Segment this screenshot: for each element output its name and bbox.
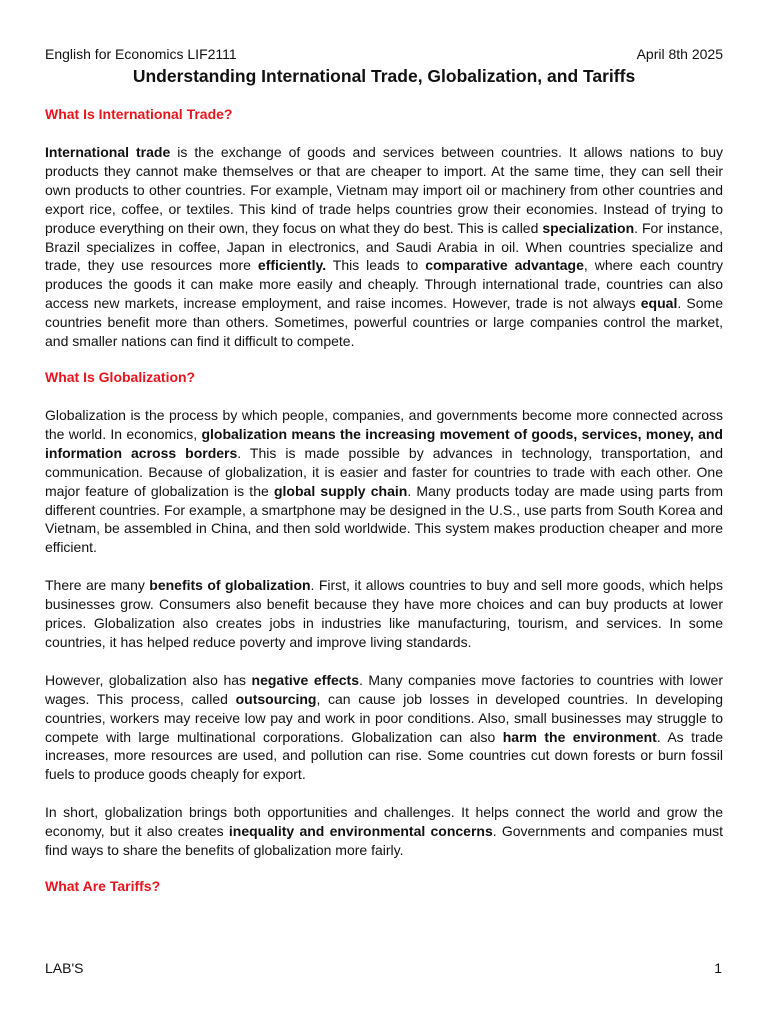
term-equal: equal — [640, 295, 678, 312]
term-outsourcing: outsourcing — [235, 690, 317, 707]
term-international-trade: International trade — [45, 144, 171, 160]
text-span: . Governments and companies must find ways to share the benefits of globalization more fairly. — [45, 823, 723, 859]
paragraph-trade — [45, 143, 723, 351]
text-span: . Many companies move factories to countries with lower wages. This process, called — [45, 671, 723, 707]
page-number: 1 — [714, 960, 722, 976]
term-specialization: specialization — [542, 219, 635, 236]
page-footer — [45, 958, 722, 978]
paragraph-globalization-negatives — [45, 671, 723, 784]
term-benefits-of-globalization: benefits of globalization — [149, 577, 311, 594]
page-title: Understanding International Trade, Globalization, and Tariffs — [132, 66, 636, 86]
text-span: , can cause job losses in developed countries. In developing countries, workers may receive low pay and work in poor conditions. Also, small businesses may struggle to compete with large multinational corporations. Globalization can also — [45, 690, 723, 745]
paragraph-globalization-benefits — [45, 576, 723, 652]
text-span: This leads to — [326, 257, 426, 274]
term-inequality-environmental: inequality and environmental concerns — [228, 823, 493, 840]
text-span: . Many products today are made using parts from different countries. For example, a smartphone may be designed in the U.S., use parts from South Korea and Vietnam, be assembled in China, and then sold worldwide. This system makes production cheaper and more efficient. — [45, 482, 723, 556]
term-harm-the-environment: harm the environment — [502, 728, 657, 745]
heading-globalization: What Is Globalization? — [45, 368, 196, 385]
text-span: . Some countries benefit more than others. Sometimes, powerful countries or large companies control the market, and smaller nations can find it difficult to compete. — [45, 295, 723, 350]
heading-international-trade: What Is International Trade? — [45, 106, 233, 122]
text-span: There are many — [45, 577, 150, 594]
paragraph-globalization-definition — [45, 406, 723, 557]
term-comparative-advantage: comparative advantage — [425, 257, 584, 274]
text-span: . This is made possible by advances in technology, transportation, and communication. Because of globalization, it is easier and faster for countries to trade with each other. One major feature of globalization is the — [45, 444, 723, 499]
term-efficiently: efficiently. — [257, 257, 327, 274]
footer-label: LAB'S — [45, 960, 84, 976]
text-span: In short, globalization brings both opportunities and challenges. It helps connect the world and grow the economy, but it also creates — [45, 804, 723, 840]
course-label: English for Economics LIF2111 — [45, 46, 237, 62]
text-span: Globalization is the process by which people, companies, and governments become more connected across the world. In economics, — [45, 406, 723, 442]
paragraph-globalization-summary — [45, 803, 723, 860]
page-header — [45, 44, 723, 64]
heading-tariffs: What Are Tariffs? — [45, 878, 161, 894]
document-page — [45, 44, 723, 896]
text-span: , where each country produces the goods it can make more easily and cheaply. Through international trade, countries can also access new markets, increase employment, and raise incomes. However, trade is not always — [45, 257, 723, 312]
text-span: . For instance, Brazil specializes in coffee, Japan in electronics, and Saudi Arabia in oil. When countries specialize and trade, they use resources more — [45, 219, 724, 274]
term-globalization-meaning: globalization means the increasing movement of goods, services, money, and information across borders — [45, 425, 723, 461]
date-label: April 8th 2025 — [636, 46, 723, 62]
text-span: is the exchange of goods and services between countries. It allows nations to buy products they cannot make themselves or that are cheaper to import. At the same time, they can sell their own products to other countries. For example, Vietnam may import oil or machinery from other countries and export rice, coffee, or textiles. This kind of trade helps countries grow their economies. Instead of trying to produce everything on their own, they focus on what they do best. This is called — [45, 144, 723, 236]
text-span: . As trade increases, more resources are used, and pollution can rise. Some countries cut down forests or burn fossil fuels to produce goods cheaply for export. — [45, 728, 723, 783]
text-span: However, globalization also has — [45, 671, 252, 688]
text-span: . First, it allows countries to buy and sell more goods, which helps businesses grow. Consumers also benefit because they have more choices and can buy products at lower prices. Globalization also creates jobs in industries like manufacturing, tourism, and services. In some countries, it has helped reduce poverty and improve living standards. — [45, 577, 723, 650]
term-global-supply-chain: global supply chain — [273, 482, 408, 499]
term-negative-effects: negative effects — [251, 671, 359, 688]
